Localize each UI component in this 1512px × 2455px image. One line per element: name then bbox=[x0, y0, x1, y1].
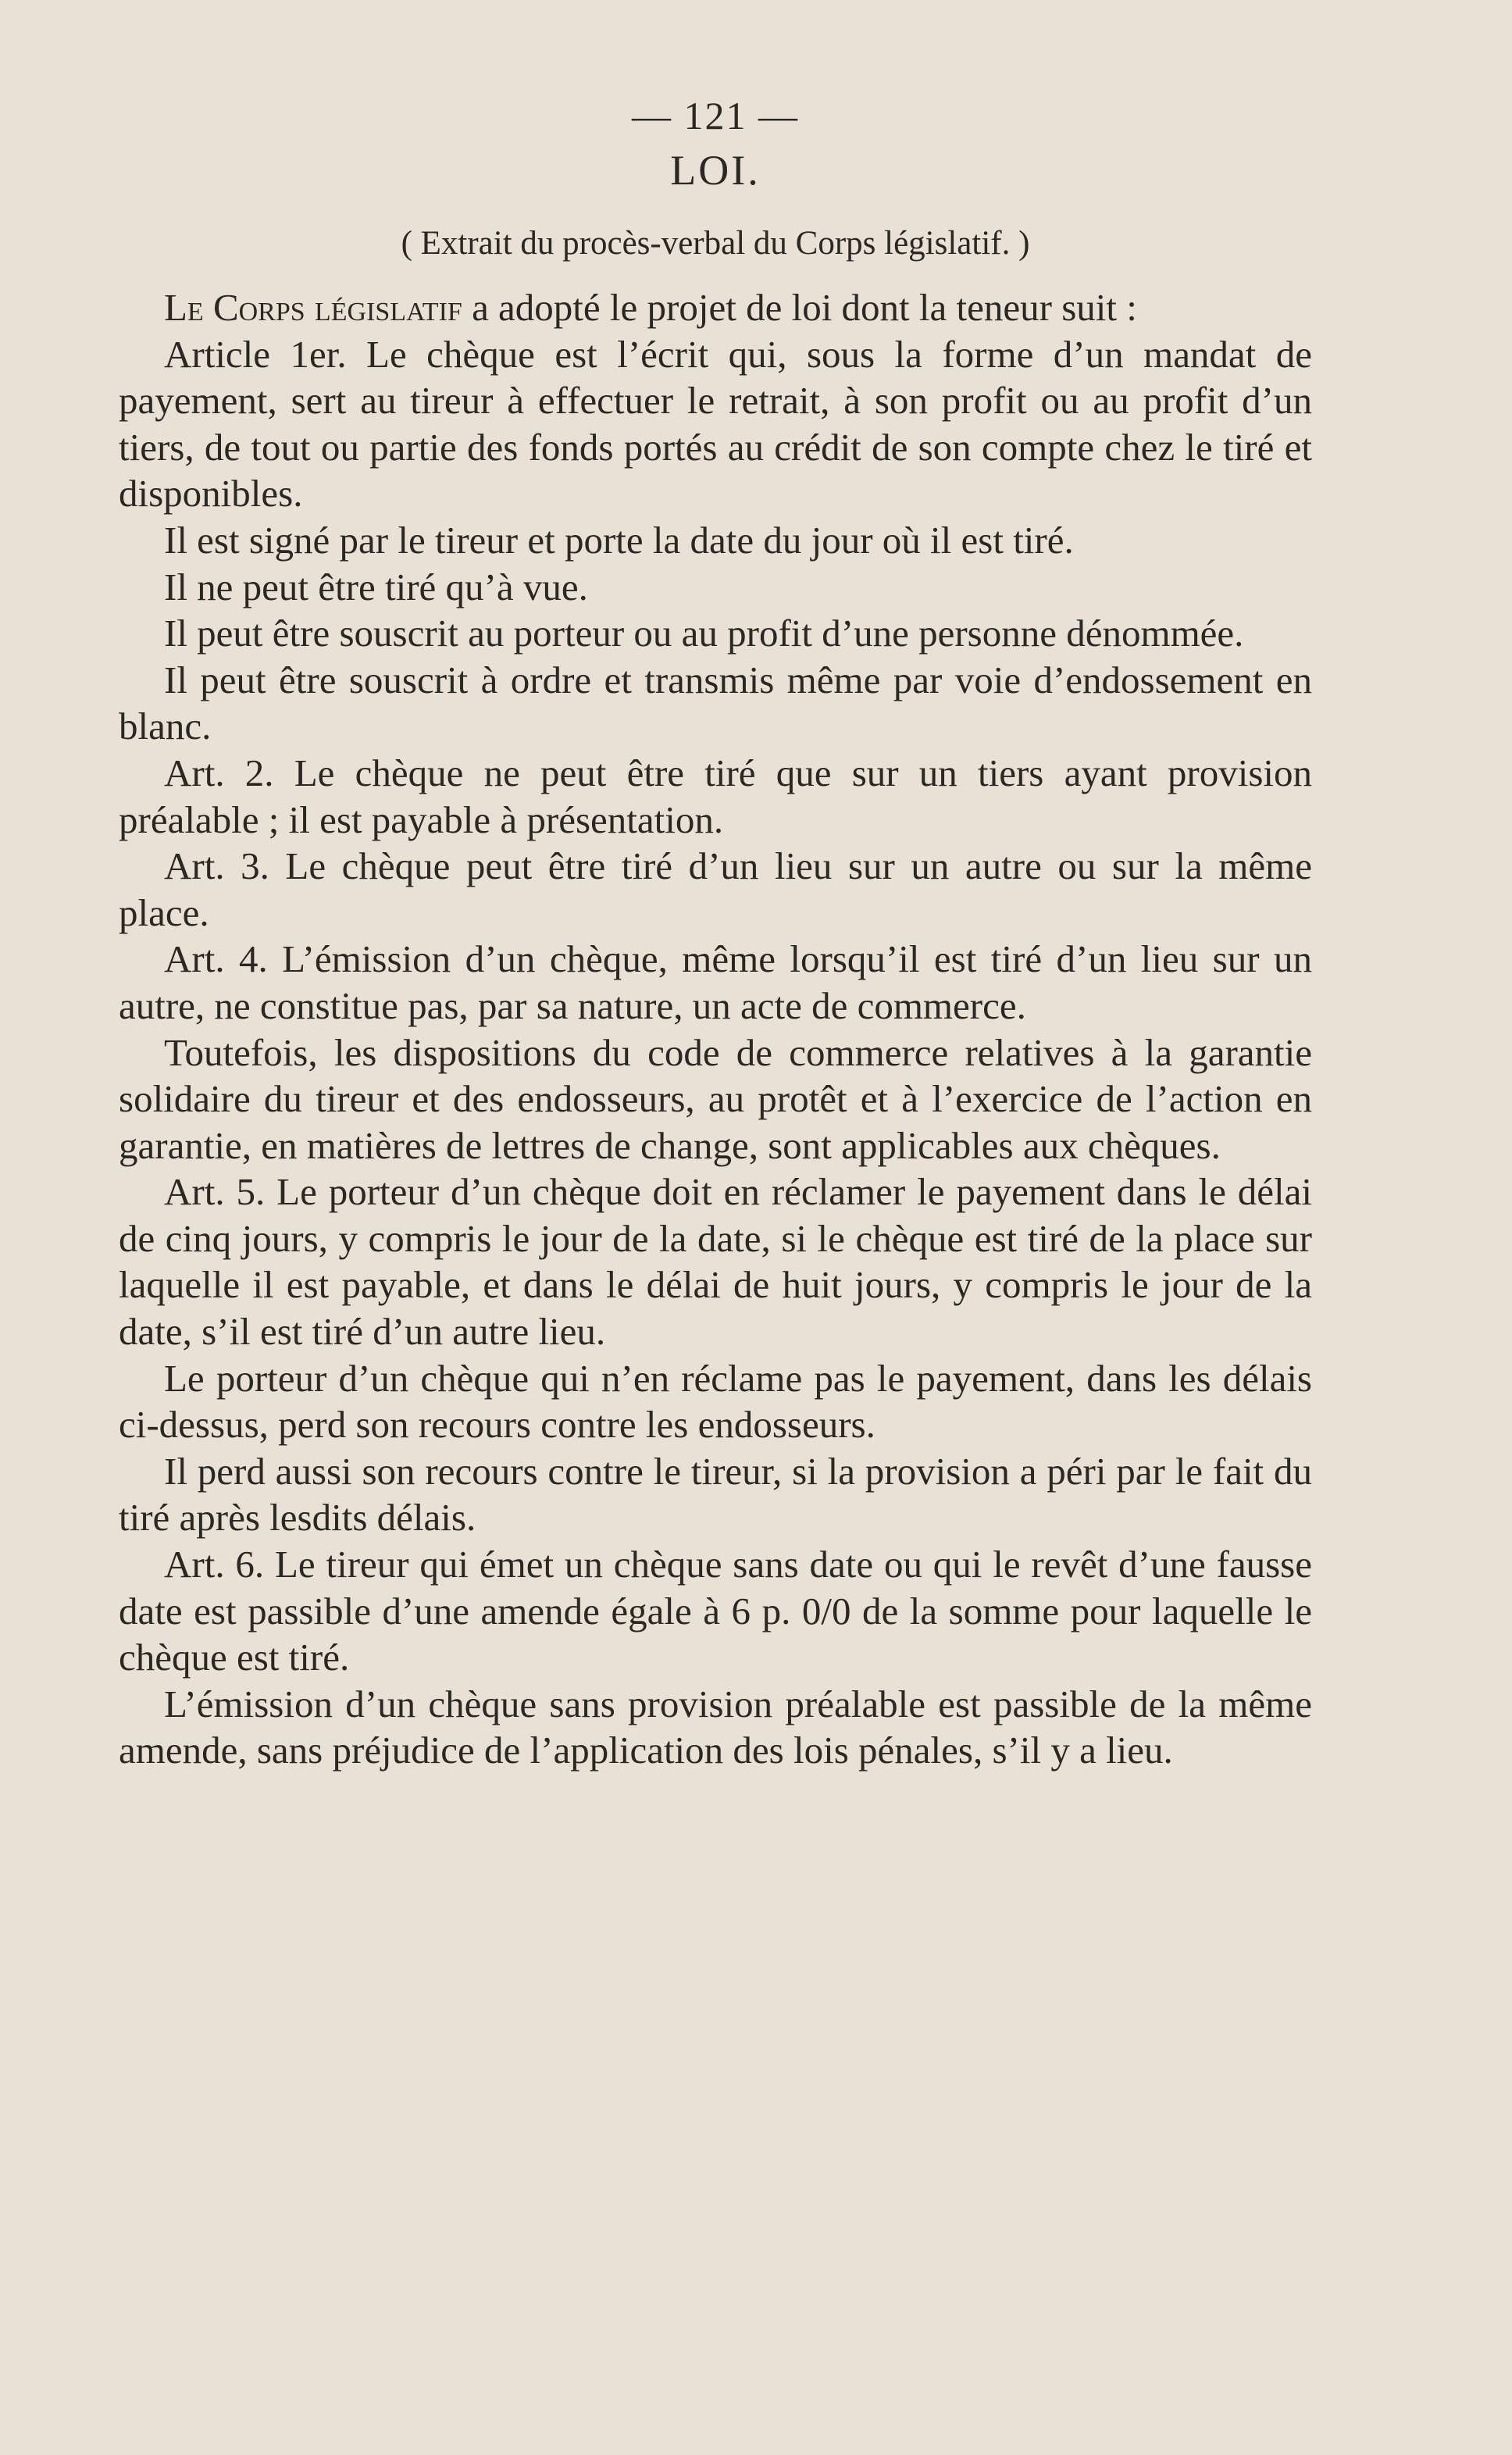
paragraph-article-4: Art. 4. L’émission d’un chèque, même lorsqu’il est tiré d’un lieu sur un autre, ne constitue pas, par sa nature, un acte de commerce. bbox=[119, 937, 1312, 1027]
paragraph-ordre: Il peut être souscrit à ordre et transmis même par voie d’endossement en blanc. bbox=[119, 658, 1312, 748]
page-subtitle: ( Extrait du procès-verbal du Corps législatif. ) bbox=[401, 225, 1030, 262]
intro-paragraph bbox=[119, 284, 1312, 331]
paragraph-article-6: Art. 6. Le tireur qui émet un chèque sans date ou qui le revêt d’une fausse date est passible d’une amende égale à 6 p. 0/0 de la somme pour laquelle le chèque est tiré. bbox=[119, 1543, 1312, 1679]
paragraph-article-2: Art. 2. Le chèque ne peut être tiré que sur un tiers ayant provision préalable ; il est payable à présentation. bbox=[119, 751, 1312, 841]
paragraph-toutefois: Toutefois, les dispositions du code de commerce relatives à la garantie solidaire du tireur et des endosseurs, au protêt et à l’exercice de l’action en garantie, en matières de lettres de change, sont applicables aux chèques. bbox=[119, 1030, 1312, 1167]
body-text bbox=[119, 284, 1312, 1774]
page-title: LOI. bbox=[670, 147, 761, 194]
page-content bbox=[119, 92, 1312, 1774]
paragraph-vue: Il ne peut être tiré qu’à vue. bbox=[164, 565, 588, 608]
paragraph-recours-endosseurs: Le porteur d’un chèque qui n’en réclame pas le payement, dans les délais ci-dessus, perd son recours contre les endosseurs. bbox=[119, 1356, 1312, 1447]
page-number: — 121 — bbox=[632, 94, 799, 137]
intro-lead: Le Corps législatif bbox=[164, 286, 462, 329]
paragraph-recours-tireur: Il perd aussi son recours contre le tireur, si la provision a péri par le fait du tiré après lesdits délais. bbox=[119, 1449, 1312, 1540]
paragraph-article-1: Article 1er. Le chèque est l’écrit qui, sous la forme d’un mandat de payement, sert au tireur à effectuer le retrait, à son profit ou au profit d’un tiers, de tout ou partie des fonds portés au crédit de son compte chez le tiré et disponibles. bbox=[119, 332, 1312, 516]
paragraph-porteur: Il peut être souscrit au porteur ou au profit d’une personne dénommée. bbox=[164, 612, 1244, 655]
paragraph-article-5: Art. 5. Le porteur d’un chèque doit en réclamer le payement dans le délai de cinq jours, y compris le jour de la date, si le chèque est tiré de la place sur laquelle il est payable, et dans le délai de huit jours, y compris le jour de la date, s’il est tiré d’un autre lieu. bbox=[119, 1170, 1312, 1354]
intro-rest: a adopté le projet de loi dont la teneur suit : bbox=[462, 286, 1137, 329]
paragraph-emission: L’émission d’un chèque sans provision préalable est passible de la même amende, sans préjudice de l’application des lois pénales, s’il y a lieu. bbox=[119, 1682, 1312, 1772]
paragraph-signed: Il est signé par le tireur et porte la date du jour où il est tiré. bbox=[164, 518, 1074, 562]
paragraph-article-3: Art. 3. Le chèque peut être tiré d’un lieu sur un autre ou sur la même place. bbox=[119, 844, 1312, 934]
